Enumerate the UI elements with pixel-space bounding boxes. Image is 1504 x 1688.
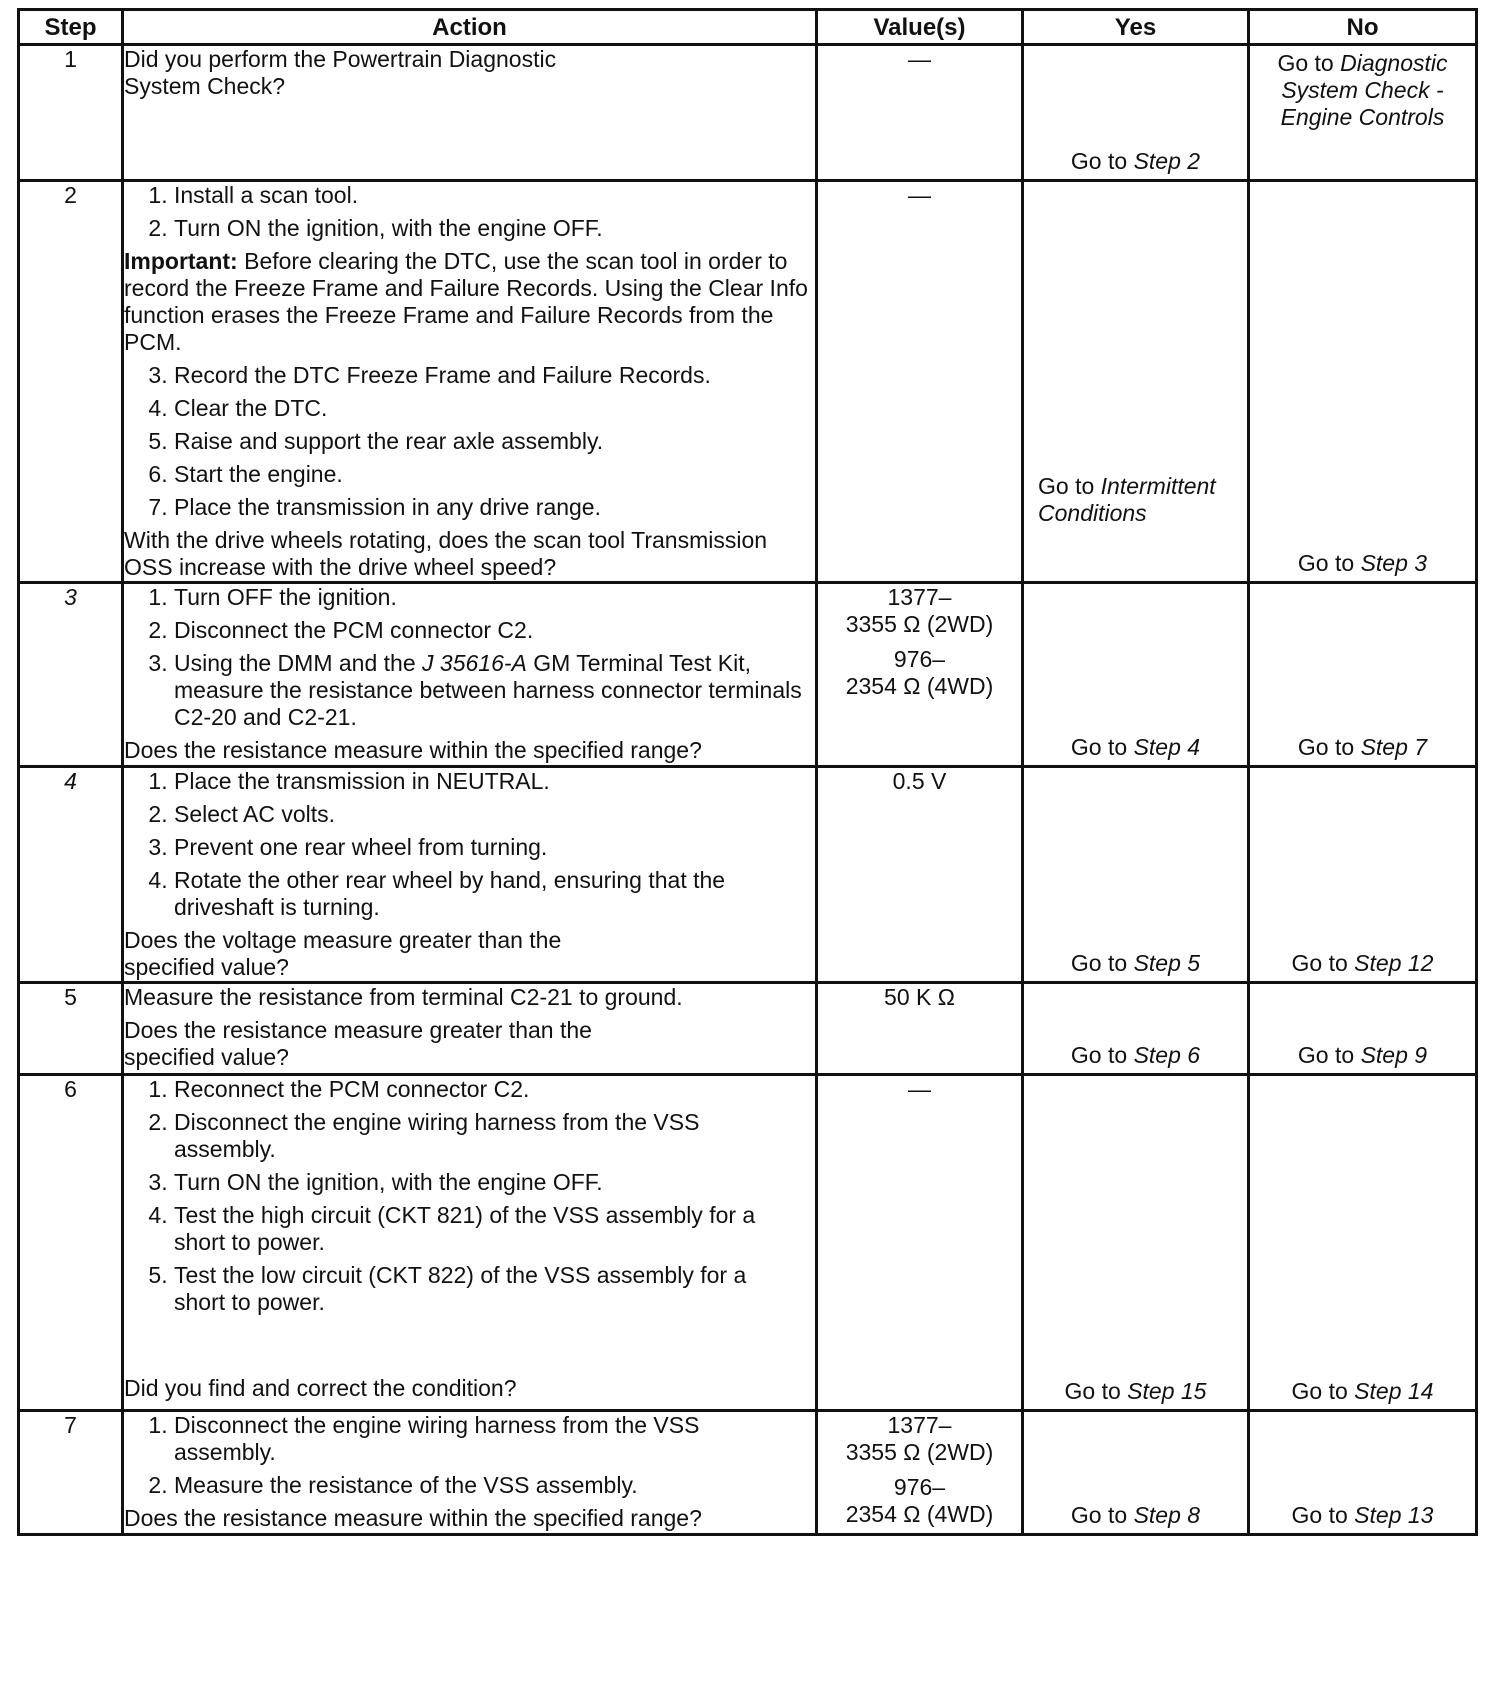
yes-cell [1023, 45, 1249, 181]
list-item: 2. Select AC volts. [174, 801, 815, 828]
list-item: 2. Measure the resistance of the VSS assembly. [174, 1472, 815, 1499]
diagnostic-table [17, 8, 1478, 1536]
yes-cell [1023, 983, 1249, 1075]
value-range-4wd: 976– 2354 Ω (4WD) [845, 646, 994, 699]
yes-cell [1023, 1411, 1249, 1535]
list-item: 1. Install a scan tool. [174, 182, 815, 209]
important-text: Before clearing the DTC, use the scan tool in order to record the Freeze Frame and Failure Records. Using the Clear Info function erases the Freeze Frame and Failure Records from the PCM. [124, 248, 808, 355]
action-cell [123, 181, 817, 583]
list-item: 3. Turn ON the ignition, with the engine OFF. [174, 1169, 815, 1196]
value-cell [817, 181, 1023, 583]
no-cell [1249, 583, 1477, 767]
header-values: Value(s) [817, 10, 1023, 45]
list-item: 5. Raise and support the rear axle assembly. [174, 428, 815, 455]
value-cell [817, 1075, 1023, 1411]
tool-number: J 35616-A [422, 650, 527, 676]
action-cell [123, 1411, 817, 1535]
table-row [19, 1075, 1477, 1411]
action-cell [123, 583, 817, 767]
list-item: 1. Place the transmission in NEUTRAL. [174, 768, 815, 795]
list-item: 3. Record the DTC Freeze Frame and Failure Records. [174, 362, 815, 389]
no-goto-link[interactable]: Go to Step 3 [1297, 550, 1428, 576]
question-text: Did you find and correct the condition? [124, 1375, 517, 1401]
no-goto-link[interactable]: Go to Step 12 [1291, 950, 1434, 976]
procedure-list [124, 1076, 815, 1316]
question-text: Does the resistance measure greater than the specified value? [124, 1017, 592, 1070]
value-range-4wd: 976– 2354 Ω (4WD) [845, 1474, 994, 1527]
no-cell [1249, 1411, 1477, 1535]
no-goto-link[interactable]: Go to Step 7 [1297, 734, 1428, 760]
list-item: 1. Disconnect the engine wiring harness from the VSS assembly. [174, 1412, 774, 1466]
list-item: 4. Clear the DTC. [174, 395, 815, 422]
value-cell [817, 583, 1023, 767]
list-item: 7. Place the transmission in any drive range. [174, 494, 815, 521]
list-item: 4. Rotate the other rear wheel by hand, ensuring that the driveshaft is turning. [174, 867, 774, 921]
procedure-list [124, 362, 815, 521]
yes-cell [1023, 767, 1249, 983]
question-text: Does the resistance measure within the specified range? [124, 737, 702, 763]
list-item: 4. Test the high circuit (CKT 821) of the VSS assembly for a short to power. [174, 1202, 774, 1256]
table-row [19, 583, 1477, 767]
list-item: 2. Turn ON the ignition, with the engine OFF. [174, 215, 815, 242]
list-item: 5. Test the low circuit (CKT 822) of the VSS assembly for a short to power. [174, 1262, 774, 1316]
header-no: No [1249, 10, 1477, 45]
no-goto-link[interactable]: Go to Step 14 [1291, 1378, 1434, 1404]
step-number: 5 [19, 983, 123, 1075]
yes-cell [1023, 583, 1249, 767]
value-range-2wd: 1377– 3355 Ω (2WD) [845, 584, 994, 637]
list-item: 2. Disconnect the PCM connector C2. [174, 617, 815, 644]
procedure-list [124, 182, 815, 242]
question-text: Did you perform the Powertrain Diagnostic System Check? [124, 46, 557, 99]
list-item: 3. Prevent one rear wheel from turning. [174, 834, 815, 861]
no-cell [1249, 181, 1477, 583]
yes-goto-link[interactable]: Go to Step 15 [1064, 1378, 1207, 1404]
table-row [19, 45, 1477, 181]
step-number: 7 [19, 1411, 123, 1535]
no-goto-link[interactable]: Go to Diagnostic System Check - Engine Controls [1277, 50, 1448, 130]
value-cell [817, 983, 1023, 1075]
instruction-text: Measure the resistance from terminal C2-21 to ground. [124, 984, 683, 1010]
header-yes: Yes [1023, 10, 1249, 45]
yes-cell [1023, 181, 1249, 583]
header-step: Step [19, 10, 123, 45]
table-row [19, 983, 1477, 1075]
yes-goto-link[interactable]: Go to Step 8 [1070, 1502, 1201, 1528]
yes-goto-link[interactable]: Go to Step 2 [1070, 148, 1201, 174]
list-item: 2. Disconnect the engine wiring harness from the VSS assembly. [174, 1109, 774, 1163]
question-text: Does the voltage measure greater than the specified value? [124, 927, 562, 980]
action-cell [123, 1075, 817, 1411]
table-row [19, 767, 1477, 983]
question-text: Does the resistance measure within the specified range? [124, 1505, 702, 1531]
no-goto-link[interactable]: Go to Step 13 [1291, 1502, 1434, 1528]
value-range-2wd: 1377– 3355 Ω (2WD) [845, 1412, 994, 1465]
important-label: Important: [124, 248, 238, 274]
header-row [19, 10, 1477, 45]
yes-goto-link[interactable]: Go to Step 6 [1070, 1042, 1201, 1068]
value-text: 50 K Ω [884, 984, 955, 1010]
list-item: 6. Start the engine. [174, 461, 815, 488]
list-item: 1. Turn OFF the ignition. [174, 584, 815, 611]
procedure-list [124, 768, 815, 921]
header-action: Action [123, 10, 817, 45]
step-number: 2 [19, 181, 123, 583]
procedure-list [124, 1412, 815, 1499]
no-cell [1249, 983, 1477, 1075]
list-item: 3. Using the DMM and the J 35616-A GM Terminal Test Kit, measure the resistance between harness connector terminals C2-20 and C2-21. [174, 650, 815, 731]
value-cell [817, 45, 1023, 181]
yes-goto-link[interactable]: Go to Step 5 [1070, 950, 1201, 976]
yes-cell [1023, 1075, 1249, 1411]
value-text: 0.5 V [892, 768, 947, 794]
question-text: With the drive wheels rotating, does the scan tool Transmission OSS increase with the drive wheel speed? [124, 527, 768, 580]
value-cell [817, 1411, 1023, 1535]
table-row [19, 181, 1477, 583]
list-item: 1. Reconnect the PCM connector C2. [174, 1076, 815, 1103]
step-number: 6 [19, 1075, 123, 1411]
value-dash: — [908, 182, 931, 208]
table-row [19, 1411, 1477, 1535]
value-dash: — [908, 1076, 931, 1102]
step-number: 4 [19, 767, 123, 983]
value-dash: — [908, 46, 931, 72]
important-note [124, 248, 815, 356]
no-cell [1249, 45, 1477, 181]
no-goto-link[interactable]: Go to Step 9 [1297, 1042, 1428, 1068]
value-cell [817, 767, 1023, 983]
action-cell [123, 767, 817, 983]
step-number: 1 [19, 45, 123, 181]
no-cell [1249, 767, 1477, 983]
procedure-list [124, 584, 815, 731]
no-cell [1249, 1075, 1477, 1411]
yes-goto-link[interactable]: Go to Intermittent Conditions [1038, 473, 1216, 526]
action-cell [123, 45, 817, 181]
action-cell [123, 983, 817, 1075]
step-number: 3 [19, 583, 123, 767]
yes-goto-link[interactable]: Go to Step 4 [1070, 734, 1201, 760]
